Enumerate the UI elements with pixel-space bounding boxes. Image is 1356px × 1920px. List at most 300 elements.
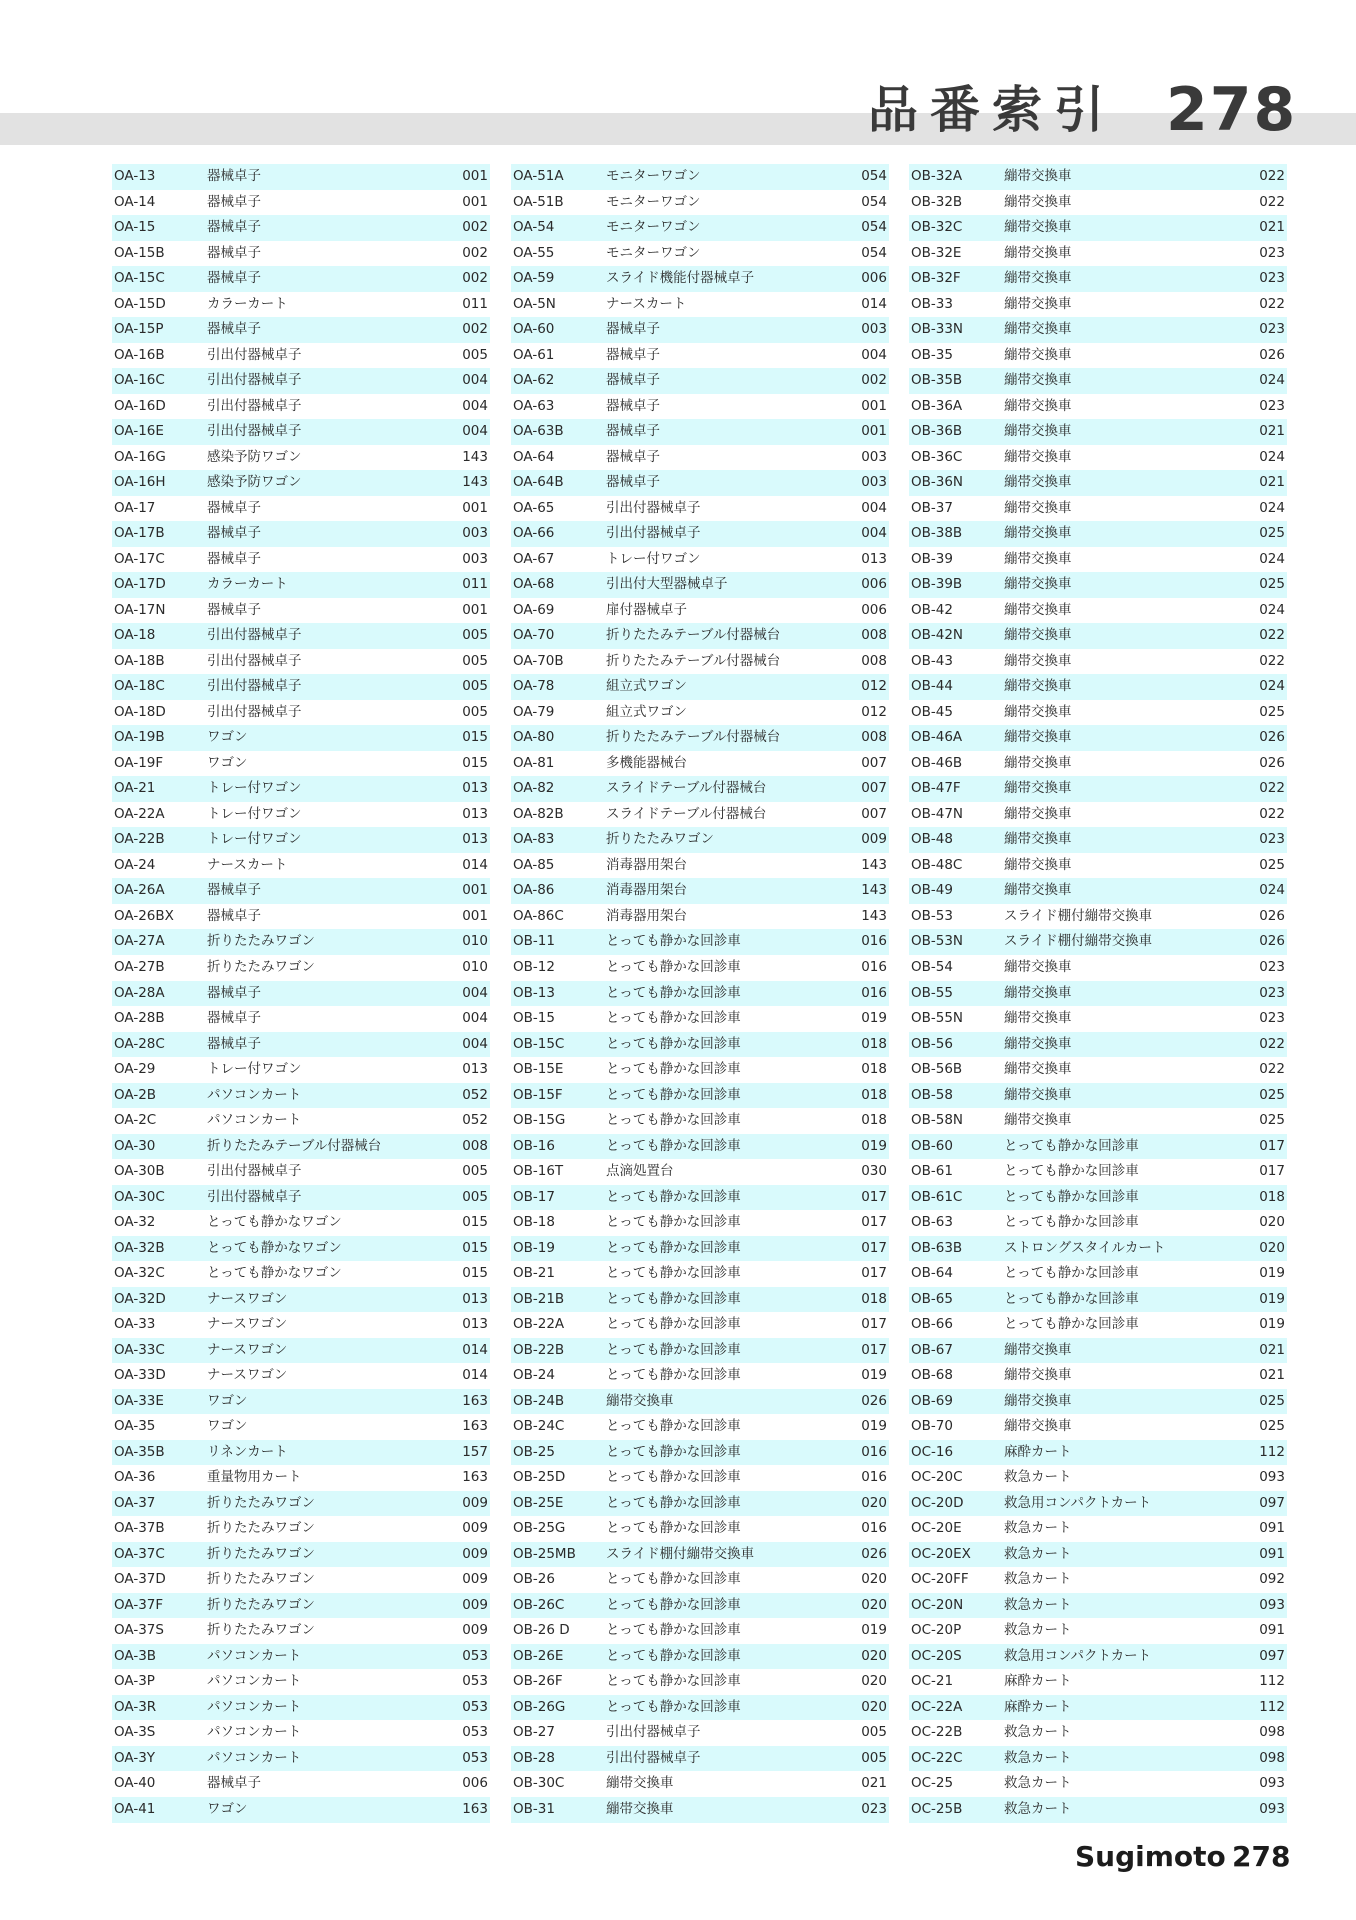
- product-name: 折りたたみワゴン: [207, 933, 315, 950]
- index-row: [511, 266, 889, 292]
- index-row: [909, 1287, 1287, 1313]
- product-name: とっても静かな回診車: [606, 1265, 741, 1282]
- product-name: 器械卓子: [207, 550, 261, 567]
- page-reference: 054: [861, 219, 887, 236]
- product-name: とっても静かな回診車: [606, 1010, 741, 1027]
- product-code: OB-44: [911, 678, 953, 695]
- index-row: [112, 649, 490, 675]
- product-name: とっても静かな回診車: [1004, 1265, 1139, 1282]
- product-code: OB-45: [911, 703, 953, 720]
- product-code: OA-60: [513, 321, 555, 338]
- product-code: OA-30B: [114, 1163, 165, 1180]
- index-row: [112, 1465, 490, 1491]
- product-name: 繃帯交換車: [1004, 346, 1072, 363]
- index-row: [511, 1593, 889, 1619]
- page-reference: 006: [462, 1775, 488, 1792]
- page-reference: 008: [462, 1137, 488, 1154]
- product-code: OC-25: [911, 1775, 954, 1792]
- page-reference: 098: [1259, 1724, 1285, 1741]
- page-reference: 001: [861, 423, 887, 440]
- product-code: OB-11: [513, 933, 555, 950]
- index-row: [511, 827, 889, 853]
- index-row: [511, 802, 889, 828]
- index-row: [112, 1746, 490, 1772]
- product-name: 器械卓子: [207, 270, 261, 287]
- index-row: [511, 981, 889, 1007]
- page-reference: 023: [1259, 397, 1285, 414]
- index-row: [909, 292, 1287, 318]
- product-name: 繃帯交換車: [1004, 499, 1072, 516]
- product-name: とっても静かな回診車: [606, 1137, 741, 1154]
- page-reference: 054: [861, 193, 887, 210]
- page-reference: 053: [462, 1724, 488, 1741]
- product-name: 救急用コンパクトカート: [1004, 1647, 1152, 1664]
- product-name: 救急カート: [1004, 1469, 1072, 1486]
- index-row: [112, 1720, 490, 1746]
- page-reference: 016: [861, 984, 887, 1001]
- index-row: [909, 1006, 1287, 1032]
- product-name: 繃帯交換車: [1004, 1061, 1072, 1078]
- product-name: とっても静かな回診車: [606, 1112, 741, 1129]
- index-row: [909, 1618, 1287, 1644]
- product-name: 器械卓子: [207, 525, 261, 542]
- page-reference: 001: [462, 193, 488, 210]
- index-row: [511, 1644, 889, 1670]
- page-reference: 005: [462, 346, 488, 363]
- index-row: [112, 751, 490, 777]
- index-row: [511, 623, 889, 649]
- product-code: OB-69: [911, 1392, 953, 1409]
- page-reference: 022: [1259, 805, 1285, 822]
- product-name: 繃帯交換車: [1004, 984, 1072, 1001]
- page-reference: 001: [462, 882, 488, 899]
- product-name: 繃帯交換車: [1004, 882, 1072, 899]
- page-reference: 163: [462, 1469, 488, 1486]
- index-row: [112, 1261, 490, 1287]
- product-code: OA-17: [114, 499, 156, 516]
- product-code: OB-22A: [513, 1316, 565, 1333]
- page-reference: 012: [861, 678, 887, 695]
- product-name: 組立式ワゴン: [606, 678, 687, 695]
- product-name: 繃帯交換車: [1004, 703, 1072, 720]
- page-reference: 019: [1259, 1265, 1285, 1282]
- product-name: パソコンカート: [207, 1698, 302, 1715]
- index-row: [909, 929, 1287, 955]
- page-reference: 093: [1259, 1596, 1285, 1613]
- product-code: OA-16G: [114, 448, 166, 465]
- page-reference: 143: [462, 474, 488, 491]
- page-reference: 025: [1259, 525, 1285, 542]
- product-code: OB-39: [911, 550, 953, 567]
- index-row: [511, 1032, 889, 1058]
- product-name: 器械卓子: [207, 1035, 261, 1052]
- product-code: OB-67: [911, 1341, 953, 1358]
- index-row: [909, 1236, 1287, 1262]
- page-reference: 009: [462, 1596, 488, 1613]
- product-code: OA-85: [513, 856, 555, 873]
- product-code: OB-21: [513, 1265, 555, 1282]
- product-code: OA-22A: [114, 805, 165, 822]
- index-row: [112, 725, 490, 751]
- index-row: [909, 547, 1287, 573]
- index-row: [511, 700, 889, 726]
- product-code: OA-63B: [513, 423, 564, 440]
- index-row: [511, 1542, 889, 1568]
- product-name: とっても静かな回診車: [1004, 1290, 1139, 1307]
- product-name: 繃帯交換車: [1004, 270, 1072, 287]
- index-row: [511, 445, 889, 471]
- page-reference: 024: [1259, 882, 1285, 899]
- product-name: ワゴン: [207, 1801, 248, 1817]
- product-name: ワゴン: [207, 754, 248, 771]
- product-code: OA-78: [513, 678, 555, 695]
- product-name: 繃帯交換車: [1004, 1010, 1072, 1027]
- index-row: [112, 1414, 490, 1440]
- page-reference: 014: [861, 295, 887, 312]
- product-name: とっても静かな回診車: [1004, 1137, 1139, 1154]
- product-code: OB-32E: [911, 244, 962, 261]
- product-name: 繃帯交換車: [1004, 1035, 1072, 1052]
- index-row: [112, 1771, 490, 1797]
- product-name: 折りたたみテーブル付器械台: [606, 652, 781, 669]
- index-row: [511, 1210, 889, 1236]
- product-name: 繃帯交換車: [1004, 1112, 1072, 1129]
- product-name: 器械卓子: [207, 499, 261, 516]
- page-reference: 005: [462, 678, 488, 695]
- index-row: [511, 1261, 889, 1287]
- product-name: 器械卓子: [606, 346, 660, 363]
- product-name: ナースワゴン: [207, 1290, 288, 1307]
- index-row: [511, 1414, 889, 1440]
- index-row: [511, 1159, 889, 1185]
- page-reference: 026: [861, 1392, 887, 1409]
- index-row: [511, 1746, 889, 1772]
- index-row: [909, 1516, 1287, 1542]
- product-code: OC-25B: [911, 1801, 963, 1817]
- product-code: OB-25G: [513, 1520, 566, 1537]
- product-name: 引出付器械卓子: [207, 423, 302, 440]
- page-reference: 019: [861, 1622, 887, 1639]
- product-code: OA-32D: [114, 1290, 166, 1307]
- product-code: OA-21: [114, 780, 156, 797]
- index-row: [112, 827, 490, 853]
- index-row: [112, 929, 490, 955]
- product-code: OA-3P: [114, 1673, 155, 1690]
- product-name: 繃帯交換車: [1004, 448, 1072, 465]
- index-row: [112, 1695, 490, 1721]
- page-reference: 003: [462, 550, 488, 567]
- product-name: 器械卓子: [207, 601, 261, 618]
- page-reference: 005: [462, 1188, 488, 1205]
- product-code: OB-28: [513, 1749, 555, 1766]
- page-reference: 157: [462, 1443, 488, 1460]
- product-code: OA-64B: [513, 474, 564, 491]
- page-reference: 001: [861, 397, 887, 414]
- product-code: OB-56B: [911, 1061, 963, 1078]
- product-code: OB-30C: [513, 1775, 565, 1792]
- product-code: OB-21B: [513, 1290, 565, 1307]
- index-row: [112, 470, 490, 496]
- product-name: 救急カート: [1004, 1775, 1072, 1792]
- index-row: [511, 1389, 889, 1415]
- page-reference: 002: [462, 244, 488, 261]
- index-row: [909, 1567, 1287, 1593]
- product-code: OB-58: [911, 1086, 953, 1103]
- index-row: [112, 1389, 490, 1415]
- product-code: OB-42N: [911, 627, 964, 644]
- index-row: [112, 1134, 490, 1160]
- product-code: OB-25MB: [513, 1545, 576, 1562]
- page-reference: 018: [861, 1112, 887, 1129]
- page-reference: 012: [861, 703, 887, 720]
- product-code: OA-86C: [513, 907, 564, 924]
- product-code: OA-65: [513, 499, 555, 516]
- product-code: OA-30C: [114, 1188, 165, 1205]
- product-code: OA-28C: [114, 1035, 165, 1052]
- index-row: [112, 981, 490, 1007]
- index-row: [112, 1083, 490, 1109]
- product-code: OB-53N: [911, 933, 964, 950]
- product-code: OA-55: [513, 244, 555, 261]
- product-code: OB-27: [513, 1724, 555, 1741]
- page-reference: 023: [1259, 831, 1285, 848]
- product-name: 折りたたみワゴン: [207, 1622, 315, 1639]
- page-reference: 003: [861, 474, 887, 491]
- product-name: 繃帯交換車: [1004, 1341, 1072, 1358]
- page-reference: 053: [462, 1673, 488, 1690]
- index-row: [112, 496, 490, 522]
- product-name: 繃帯交換車: [1004, 193, 1072, 210]
- index-row: [112, 1593, 490, 1619]
- page-reference: 025: [1259, 1392, 1285, 1409]
- index-row: [511, 1185, 889, 1211]
- page-reference: 004: [462, 372, 488, 389]
- page-reference: 024: [1259, 448, 1285, 465]
- product-code: OB-48: [911, 831, 953, 848]
- index-row: [511, 1006, 889, 1032]
- product-name: スライド棚付繃帯交換車: [606, 1545, 755, 1562]
- product-code: OA-24: [114, 856, 156, 873]
- page-reference: 020: [861, 1647, 887, 1664]
- page-reference: 019: [1259, 1290, 1285, 1307]
- page-reference: 019: [861, 1010, 887, 1027]
- product-code: OB-16: [513, 1137, 555, 1154]
- index-row: [909, 1261, 1287, 1287]
- product-name: 救急カート: [1004, 1596, 1072, 1613]
- page-reference: 054: [861, 168, 887, 184]
- index-row: [511, 190, 889, 216]
- product-name: とっても静かな回診車: [606, 1290, 741, 1307]
- index-row: [112, 190, 490, 216]
- index-row: [511, 853, 889, 879]
- product-name: とっても静かな回診車: [606, 1239, 741, 1256]
- product-code: OA-41: [114, 1801, 156, 1817]
- index-row: [511, 1491, 889, 1517]
- page-reference: 052: [462, 1112, 488, 1129]
- page-reference: 022: [1259, 1035, 1285, 1052]
- page-reference: 015: [462, 1214, 488, 1231]
- index-row: [909, 1669, 1287, 1695]
- page-reference: 022: [1259, 1061, 1285, 1078]
- page-reference: 005: [462, 627, 488, 644]
- product-name: ワゴン: [207, 1392, 248, 1409]
- index-row: [909, 1771, 1287, 1797]
- product-name: とっても静かなワゴン: [207, 1214, 342, 1231]
- index-row: [909, 1134, 1287, 1160]
- product-code: OA-69: [513, 601, 555, 618]
- product-name: とっても静かな回診車: [606, 1622, 741, 1639]
- product-name: 引出付器械卓子: [606, 1749, 701, 1766]
- product-code: OA-18C: [114, 678, 165, 695]
- product-name: 繃帯交換車: [1004, 295, 1072, 312]
- index-row: [511, 1797, 889, 1823]
- index-row: [511, 317, 889, 343]
- product-name: 重量物用カート: [207, 1469, 302, 1486]
- page-title: 品番索引: [868, 81, 1116, 139]
- page-reference: 008: [861, 627, 887, 644]
- product-name: ナースワゴン: [207, 1341, 288, 1358]
- index-row: [511, 470, 889, 496]
- page-reference: 112: [1259, 1443, 1285, 1460]
- product-name: 救急用コンパクトカート: [1004, 1494, 1152, 1511]
- product-code: OB-24: [513, 1367, 555, 1384]
- product-name: 引出付器械卓子: [606, 525, 701, 542]
- page-reference: 021: [1259, 1341, 1285, 1358]
- page-reference: 019: [861, 1367, 887, 1384]
- index-row: [112, 955, 490, 981]
- index-row: [511, 343, 889, 369]
- product-code: OB-65: [911, 1290, 953, 1307]
- product-name: とっても静かな回診車: [606, 1341, 741, 1358]
- product-name: とっても静かな回診車: [606, 1443, 741, 1460]
- product-name: 繃帯交換車: [1004, 958, 1072, 975]
- product-code: OA-15C: [114, 270, 165, 287]
- index-row: [112, 802, 490, 828]
- product-name: とっても静かな回診車: [606, 1035, 741, 1052]
- product-code: OA-37S: [114, 1622, 164, 1639]
- product-name: 繃帯交換車: [1004, 550, 1072, 567]
- page-reference: 021: [861, 1775, 887, 1792]
- page-reference: 097: [1259, 1647, 1285, 1664]
- product-code: OB-12: [513, 958, 555, 975]
- page-reference: 023: [1259, 321, 1285, 338]
- index-row: [909, 1465, 1287, 1491]
- index-row: [909, 904, 1287, 930]
- product-name: 消毒器用架台: [606, 856, 687, 873]
- product-name: とっても静かな回診車: [606, 1316, 741, 1333]
- page-reference: 024: [1259, 372, 1285, 389]
- page-reference: 008: [861, 729, 887, 746]
- index-row: [112, 1057, 490, 1083]
- product-code: OA-3R: [114, 1698, 157, 1715]
- page-reference: 022: [1259, 627, 1285, 644]
- page-reference: 001: [462, 601, 488, 618]
- page-reference: 003: [861, 321, 887, 338]
- product-name: とっても静かな回診車: [606, 1214, 741, 1231]
- product-code: OB-56: [911, 1035, 953, 1052]
- index-row: [909, 215, 1287, 241]
- product-code: OA-15B: [114, 244, 165, 261]
- index-row: [909, 1363, 1287, 1389]
- product-name: 消毒器用架台: [606, 907, 687, 924]
- product-code: OA-26BX: [114, 907, 174, 924]
- product-code: OA-80: [513, 729, 555, 746]
- index-row: [511, 1338, 889, 1364]
- product-name: 繃帯交換車: [1004, 754, 1072, 771]
- page-reference: 020: [861, 1494, 887, 1511]
- product-code: OC-20C: [911, 1469, 963, 1486]
- header-page-number: 278: [1166, 75, 1298, 145]
- product-name: 折りたたみテーブル付器械台: [207, 1137, 382, 1154]
- product-code: OA-15: [114, 219, 156, 236]
- product-name: 繃帯交換車: [606, 1775, 674, 1792]
- product-code: OB-46A: [911, 729, 963, 746]
- page-reference: 052: [462, 1086, 488, 1103]
- product-code: OB-64: [911, 1265, 953, 1282]
- product-code: OA-51A: [513, 168, 564, 184]
- product-name: 繃帯交換車: [1004, 1418, 1072, 1435]
- product-code: OB-32F: [911, 270, 961, 287]
- product-code: OB-32B: [911, 193, 963, 210]
- product-code: OA-70: [513, 627, 555, 644]
- page-reference: 021: [1259, 474, 1285, 491]
- product-code: OB-15G: [513, 1112, 566, 1129]
- product-code: OB-47F: [911, 780, 961, 797]
- product-name: 器械卓子: [207, 984, 261, 1001]
- page-reference: 098: [1259, 1749, 1285, 1766]
- index-row: [909, 776, 1287, 802]
- product-name: 麻酔カート: [1004, 1443, 1072, 1460]
- product-name: 感染予防ワゴン: [207, 448, 302, 465]
- product-name: ワゴン: [207, 1418, 248, 1435]
- page-reference: 013: [462, 1316, 488, 1333]
- product-name: 引出付器械卓子: [207, 346, 302, 363]
- product-code: OB-15E: [513, 1061, 564, 1078]
- page-reference: 002: [462, 321, 488, 338]
- index-row: [909, 725, 1287, 751]
- index-row: [909, 802, 1287, 828]
- product-code: OC-22C: [911, 1749, 963, 1766]
- product-name: 器械卓子: [207, 244, 261, 261]
- product-name: 引出付器械卓子: [606, 499, 701, 516]
- page-reference: 053: [462, 1749, 488, 1766]
- index-row: [511, 1363, 889, 1389]
- page-reference: 016: [861, 1443, 887, 1460]
- index-row: [909, 496, 1287, 522]
- index-row: [909, 1542, 1287, 1568]
- page-reference: 018: [861, 1035, 887, 1052]
- index-column-1: [112, 164, 490, 1823]
- page-reference: 017: [861, 1265, 887, 1282]
- product-name: 器械卓子: [207, 321, 261, 338]
- page-reference: 007: [861, 780, 887, 797]
- product-name: とっても静かな回診車: [606, 1520, 741, 1537]
- product-name: 繃帯交換車: [1004, 729, 1072, 746]
- product-code: OA-30: [114, 1137, 156, 1154]
- page-reference: 018: [861, 1290, 887, 1307]
- product-code: OA-35: [114, 1418, 156, 1435]
- page-reference: 022: [1259, 780, 1285, 797]
- product-code: OB-36A: [911, 397, 963, 414]
- index-row: [112, 1287, 490, 1313]
- page-reference: 143: [861, 856, 887, 873]
- product-code: OB-15: [513, 1010, 555, 1027]
- product-code: OB-17: [513, 1188, 555, 1205]
- page-reference: 143: [861, 882, 887, 899]
- product-code: OA-33D: [114, 1367, 166, 1384]
- product-name: パソコンカート: [207, 1647, 302, 1664]
- product-code: OB-38B: [911, 525, 963, 542]
